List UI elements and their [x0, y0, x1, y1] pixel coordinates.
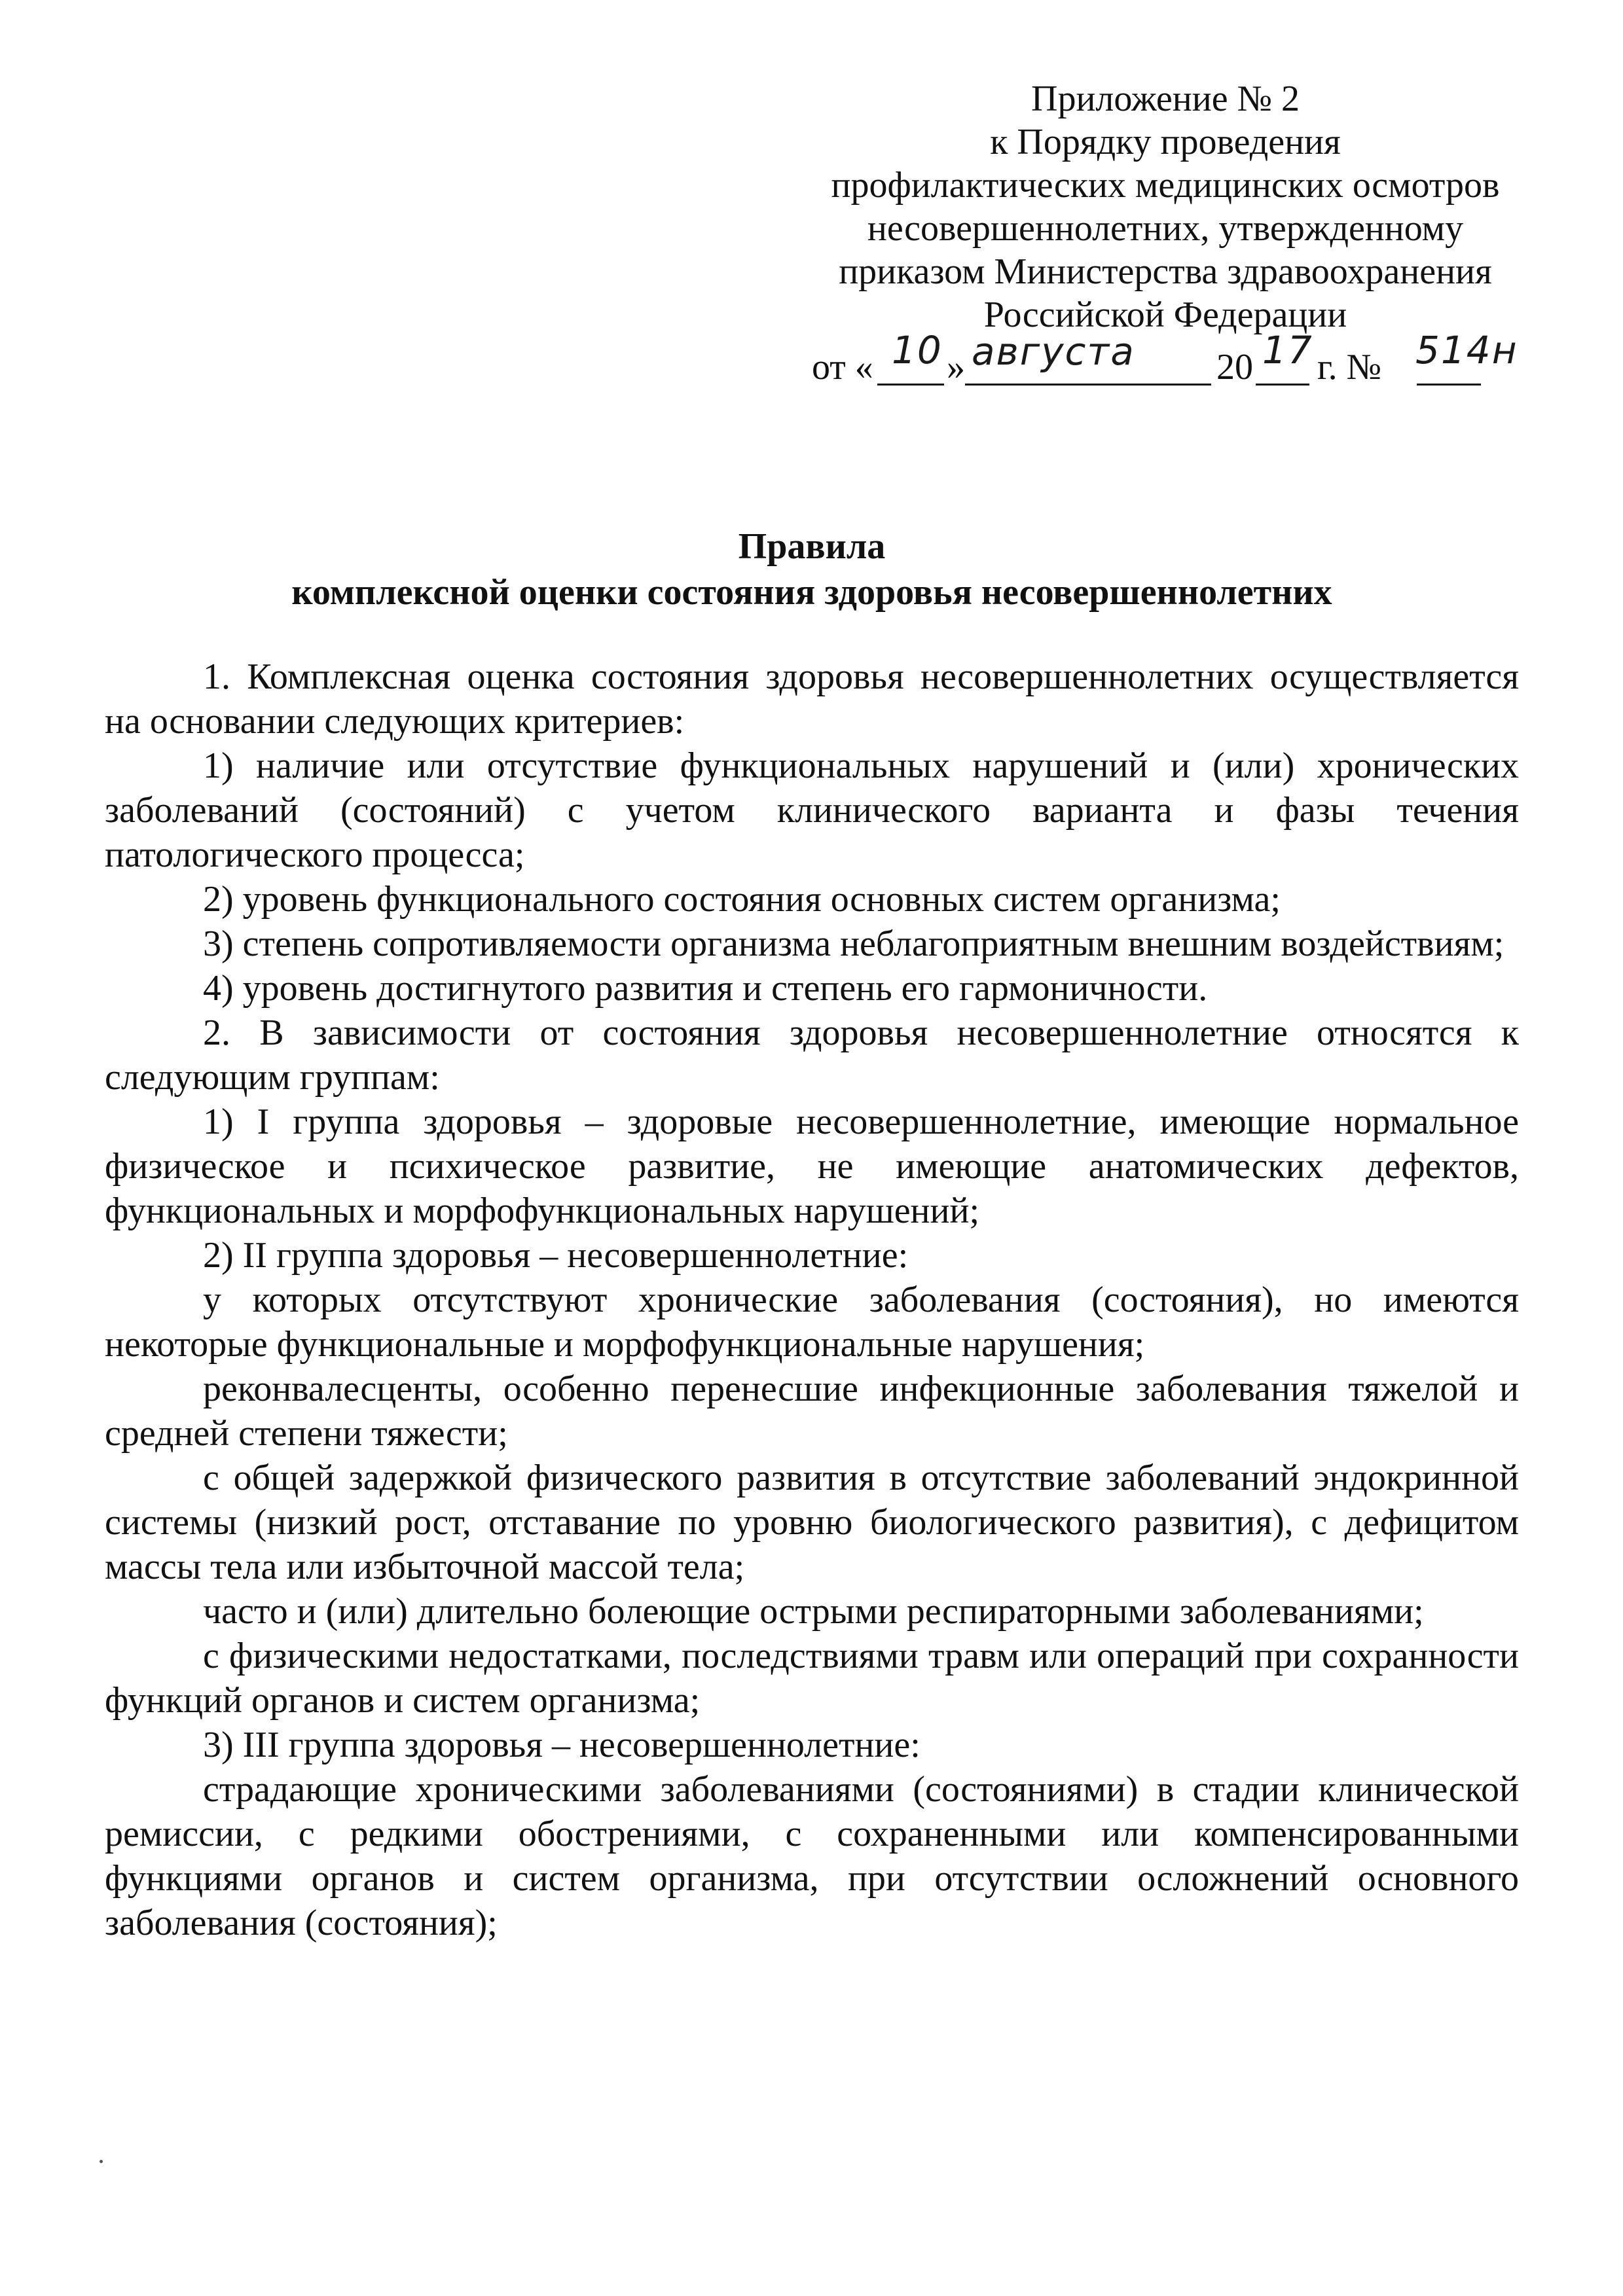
- handwritten-day: 10: [892, 328, 943, 372]
- paragraph: страдающие хроническими заболеваниями (состояниями) в стадии клинической ремиссии, с редкими обострениями, с сохраненными или компенсированными функциями органов и систем организма, при отсутствии осложнений основного заболевания (состояния);: [105, 1769, 1519, 1943]
- paragraph: 3) степень сопротивляемости организма неблагоприятным внешним воздействиям;: [203, 924, 1504, 964]
- paragraph: 1) наличие или отсутствие функциональных нарушений и (или) хронических заболеваний (состояний) с учетом клинического варианта и фазы течения патологического процесса;: [105, 745, 1519, 875]
- order-prefix: от «: [812, 347, 873, 387]
- header-line: профилактических медицинских осмотров: [831, 165, 1500, 206]
- handwritten-number: 514н: [1415, 328, 1518, 372]
- header-line: Российской Федерации: [983, 295, 1347, 335]
- header-line: несовершеннолетних, утвержденному: [867, 208, 1464, 249]
- year-underline: [1256, 384, 1309, 386]
- paragraph: 2. В зависимости от состояния здоровья несовершеннолетние относятся к следующим группам:: [105, 1013, 1519, 1098]
- month-underline: [965, 384, 1211, 386]
- paragraph: с физическими недостатками, последствиями травм или операций при сохранности функций органов и систем организма;: [105, 1636, 1519, 1721]
- paragraph: 2) уровень функционального состояния основных систем организма;: [203, 879, 1281, 920]
- scan-speck: [100, 2160, 103, 2163]
- handwritten-year: 17: [1262, 328, 1313, 372]
- header-line: к Порядку проведения: [990, 122, 1341, 162]
- document-title: [105, 524, 1519, 615]
- handwritten-month: августа: [972, 329, 1135, 374]
- paragraph: 3) III группа здоровья – несовершеннолетние:: [203, 1725, 921, 1765]
- header-line: приказом Министерства здравоохранения: [839, 251, 1492, 292]
- paragraph: часто и (или) длительно болеющие острыми респираторными заболеваниями;: [203, 1591, 1424, 1632]
- paragraph: 4) уровень достигнутого развития и степень его гармоничности.: [203, 968, 1208, 1009]
- paragraph: 1) I группа здоровья – здоровые несовершеннолетние, имеющие нормальное физическое и психическое развитие, не имеющие анатомических дефектов, функциональных и морфофункциональных нарушений;: [105, 1102, 1519, 1231]
- paragraph: реконвалесценты, особенно перенесшие инфекционные заболевания тяжелой и средней степени тяжести;: [105, 1369, 1519, 1454]
- day-underline: [877, 384, 944, 386]
- year-prefix: 20: [1216, 347, 1253, 387]
- quote-close: »: [947, 347, 965, 387]
- paragraph: 1. Комплексная оценка состояния здоровья несовершеннолетних осуществляется на основании следующих критериев:: [105, 656, 1519, 742]
- title-line: комплексной оценки состояния здоровья несовершеннолетних: [291, 572, 1332, 613]
- paragraph: 2) II группа здоровья – несовершеннолетние:: [203, 1235, 909, 1276]
- paragraph: у которых отсутствуют хронические заболевания (состояния), но имеются некоторые функциональные и морфофункциональные нарушения;: [105, 1280, 1519, 1365]
- appendix-header: [782, 77, 1548, 336]
- document-body: [105, 655, 1519, 1945]
- title-line: Правила: [738, 526, 886, 567]
- header-line: Приложение № 2: [1031, 79, 1300, 119]
- number-label: г. №: [1317, 347, 1382, 387]
- paragraph: с общей задержкой физического развития в отсутствие заболеваний эндокринной системы (низкий рост, отставание по уровню биологического развития), с дефицитом массы тела или избыточной массой тела;: [105, 1458, 1519, 1587]
- order-date-number: [812, 328, 1558, 390]
- number-underline: [1417, 384, 1481, 386]
